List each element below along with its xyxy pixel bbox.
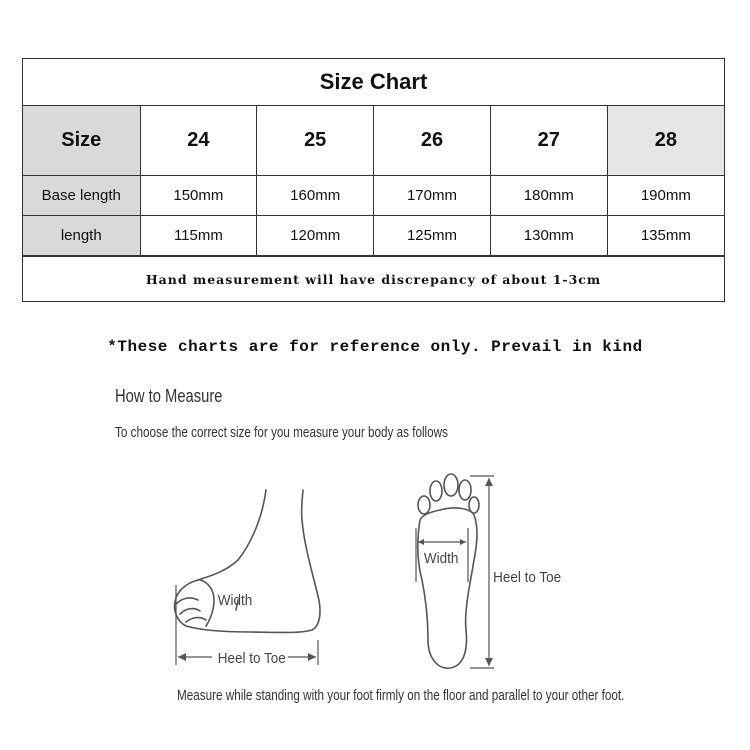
table-cell: 170mm bbox=[374, 176, 491, 216]
reference-note: *These charts are for reference only. Prevail in kind bbox=[107, 338, 643, 356]
size-cell: 25 bbox=[257, 106, 374, 176]
size-label-cell: Size bbox=[23, 106, 140, 176]
table-cell: 150mm bbox=[140, 176, 257, 216]
how-to-measure-subtitle: To choose the correct size for you measure your body as follows bbox=[115, 424, 448, 441]
table-cell: 180mm bbox=[490, 176, 607, 216]
row-label-base-length: Base length bbox=[23, 176, 140, 216]
measure-caption: Measure while standing with your foot firmly on the floor and parallel to your other foot. bbox=[177, 687, 625, 704]
size-chart-title: Size Chart bbox=[23, 59, 724, 106]
row-label-length: length bbox=[23, 216, 140, 256]
table-cell: 120mm bbox=[257, 216, 374, 256]
sole-heel-to-toe-label: Heel to Toe bbox=[493, 569, 562, 587]
size-cell: 24 bbox=[140, 106, 257, 176]
sole-foot-illustration bbox=[418, 474, 479, 668]
table-cell: 135mm bbox=[607, 216, 724, 256]
table-cell: 125mm bbox=[374, 216, 491, 256]
side-heel-to-toe-label: Heel to Toe bbox=[217, 650, 286, 668]
side-foot-illustration bbox=[175, 490, 320, 633]
how-to-measure-title: How to Measure bbox=[115, 386, 223, 406]
size-cell: 28 bbox=[607, 106, 724, 176]
side-width-label: Width bbox=[217, 592, 253, 610]
table-cell: 115mm bbox=[140, 216, 257, 256]
size-cell: 27 bbox=[490, 106, 607, 176]
sole-heel-to-toe-arrow bbox=[470, 476, 494, 668]
measurement-note: Hand measurement will have discrepancy of about 1-3cm bbox=[23, 256, 724, 301]
sole-width-label: Width bbox=[423, 550, 459, 568]
table-cell: 160mm bbox=[257, 176, 374, 216]
table-cell: 190mm bbox=[607, 176, 724, 216]
size-cell: 26 bbox=[374, 106, 491, 176]
table-cell: 130mm bbox=[490, 216, 607, 256]
